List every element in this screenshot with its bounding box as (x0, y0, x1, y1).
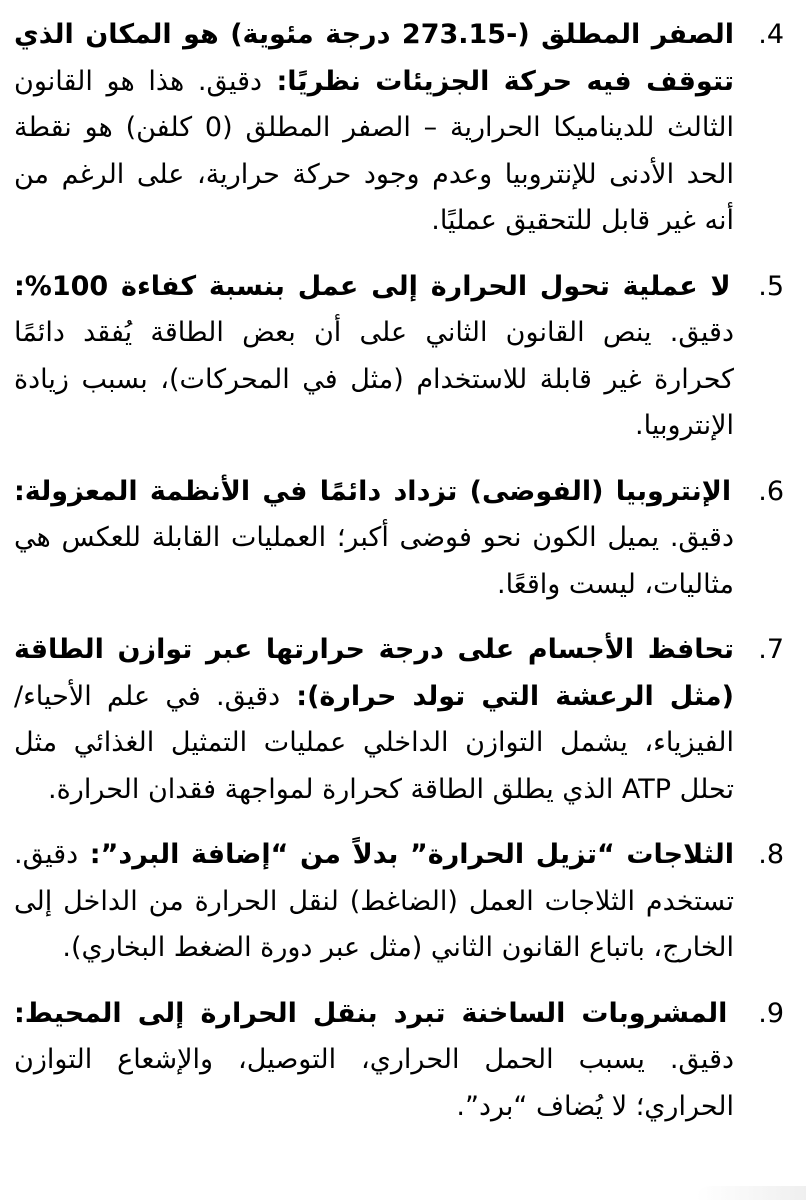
item-heading: الصفر المطلق (-273.15 درجة مئوية) هو المكان الذي تتوقف فيه حركة الجزيئات نظريًا: (14, 19, 734, 97)
item-body: دقيق. ينص القانون الثاني على أن بعض الطاقة يُفقد دائمًا كحرارة غير قابلة للاستخدام (مثل في المحركات)، بسبب زيادة الإنتروبيا. (14, 317, 734, 441)
list-item (14, 991, 784, 1131)
item-number: .7 (758, 634, 784, 665)
item-body: دقيق. في علم الأحياء/الفيزياء، يشمل التوازن الداخلي عمليات التمثيل الغذائي مثل تحلل ATP الذي يطلق الطاقة كحرارة لمواجهة فقدان الحرارة. (14, 680, 734, 805)
item-number: .4 (758, 19, 784, 50)
list-item (14, 627, 784, 813)
item-heading: لا عملية تحول الحرارة إلى عمل بنسبة كفاءة 100%: (14, 270, 731, 302)
item-number: .6 (758, 475, 784, 507)
item-number: .9 (758, 997, 784, 1029)
item-heading: تحافظ الأجسام على درجة حرارتها عبر توازن الطاقة (مثل الرعشة التي تولد حرارة): (14, 634, 734, 712)
item-body: دقيق. تستخدم الثلاجات العمل (الضاغط) لنقل الحرارة من الداخل إلى الخارج، باتباع القانون الثاني (مثل عبر دورة الضغط البخاري). (14, 839, 734, 963)
item-heading: الثلاجات “تزيل الحرارة” بدلاً من “إضافة البرد”: (78, 839, 734, 870)
numbered-list (14, 12, 784, 1149)
item-heading: المشروبات الساخنة تبرد بنقل الحرارة إلى المحيط: (14, 997, 728, 1029)
list-item (14, 832, 784, 972)
list-item (14, 264, 784, 450)
scroll-edge-shadow (696, 1186, 806, 1200)
item-body: دقيق. هذا هو القانون الثالث للديناميكا الحرارية – الصفر المطلق (0 كلفن) هو نقطة الحد الأدنى للإنتروبيا وعدم وجود حركة حرارية، على الرغم من أنه غير قابل للتحقيق عمليًا. (14, 65, 734, 236)
item-body: دقيق. يميل الكون نحو فوضى أكبر؛ العمليات القابلة للعكس هي مثاليات، ليست واقعًا. (14, 522, 734, 600)
list-item (14, 12, 784, 245)
item-heading: الإنتروبيا (الفوضى) تزداد دائمًا في الأنظمة المعزولة: (14, 475, 732, 507)
item-number: .5 (758, 270, 784, 302)
item-body: دقيق. يسبب الحمل الحراري، التوصيل، والإشعاع التوازن الحراري؛ لا يُضاف “برد”. (14, 1044, 734, 1122)
list-item (14, 469, 784, 609)
item-number: .8 (758, 839, 784, 870)
